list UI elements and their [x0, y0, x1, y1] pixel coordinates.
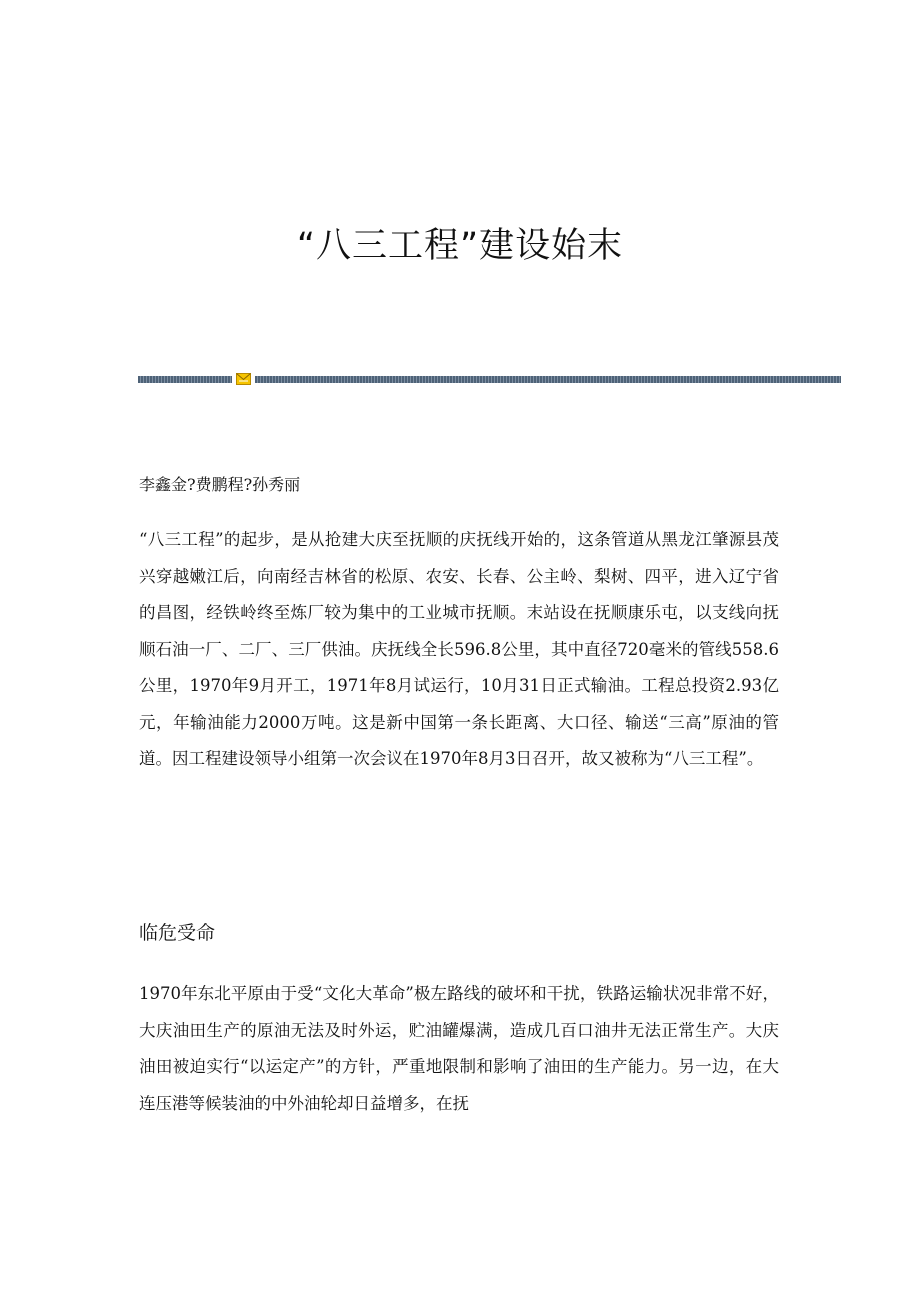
body-paragraph: “八三工程”的起步，是从抢建大庆至抚顺的庆抚线开始的，这条管道从黑龙江肇源县茂兴穿越嫩江后，向南经吉林省的松原、农安、长春、公主岭、梨树、四平，进入辽宁省的昌图，经铁岭终至炼厂较为集中的工业城市抚顺。末站设在抚顺康乐屯，以支线向抚顺石油一厂、二厂、三厂供油。庆抚线全长596.8公里，其中直径720毫米的管线558.6公里，1970年9月开工，1971年8月试运行，10月31日正式输油。工程总投资2.93亿元，年输油能力2000万吨。这是新中国第一条长距离、大口径、输送“三高”原油的管道。因工程建设领导小组第一次会议在1970年8月3日召开，故又被称为“八三工程”。: [139, 530, 779, 768]
section-heading: 临危受命: [139, 922, 216, 944]
document-title: “八三工程”建设始末: [296, 226, 624, 266]
author-line: 李鑫金?费鹏程?孙秀丽: [139, 475, 301, 494]
mail-icon: [236, 373, 251, 385]
section-paragraph: 1970年东北平原由于受“文化大革命”极左路线的破坏和干扰，铁路运输状况非常不好，大庆油田生产的原油无法及时外运，贮油罐爆满，造成几百口油井无法正常生产。大庆油田被迫实行“以运定产”的方针，严重地限制和影响了油田的生产能力。另一边，在大连压港等候装油的中外油轮却日益增多，在抚: [139, 984, 779, 1113]
divider-bar-right: [255, 376, 841, 383]
divider-bar-left: [138, 376, 232, 383]
title-divider: [138, 373, 841, 386]
